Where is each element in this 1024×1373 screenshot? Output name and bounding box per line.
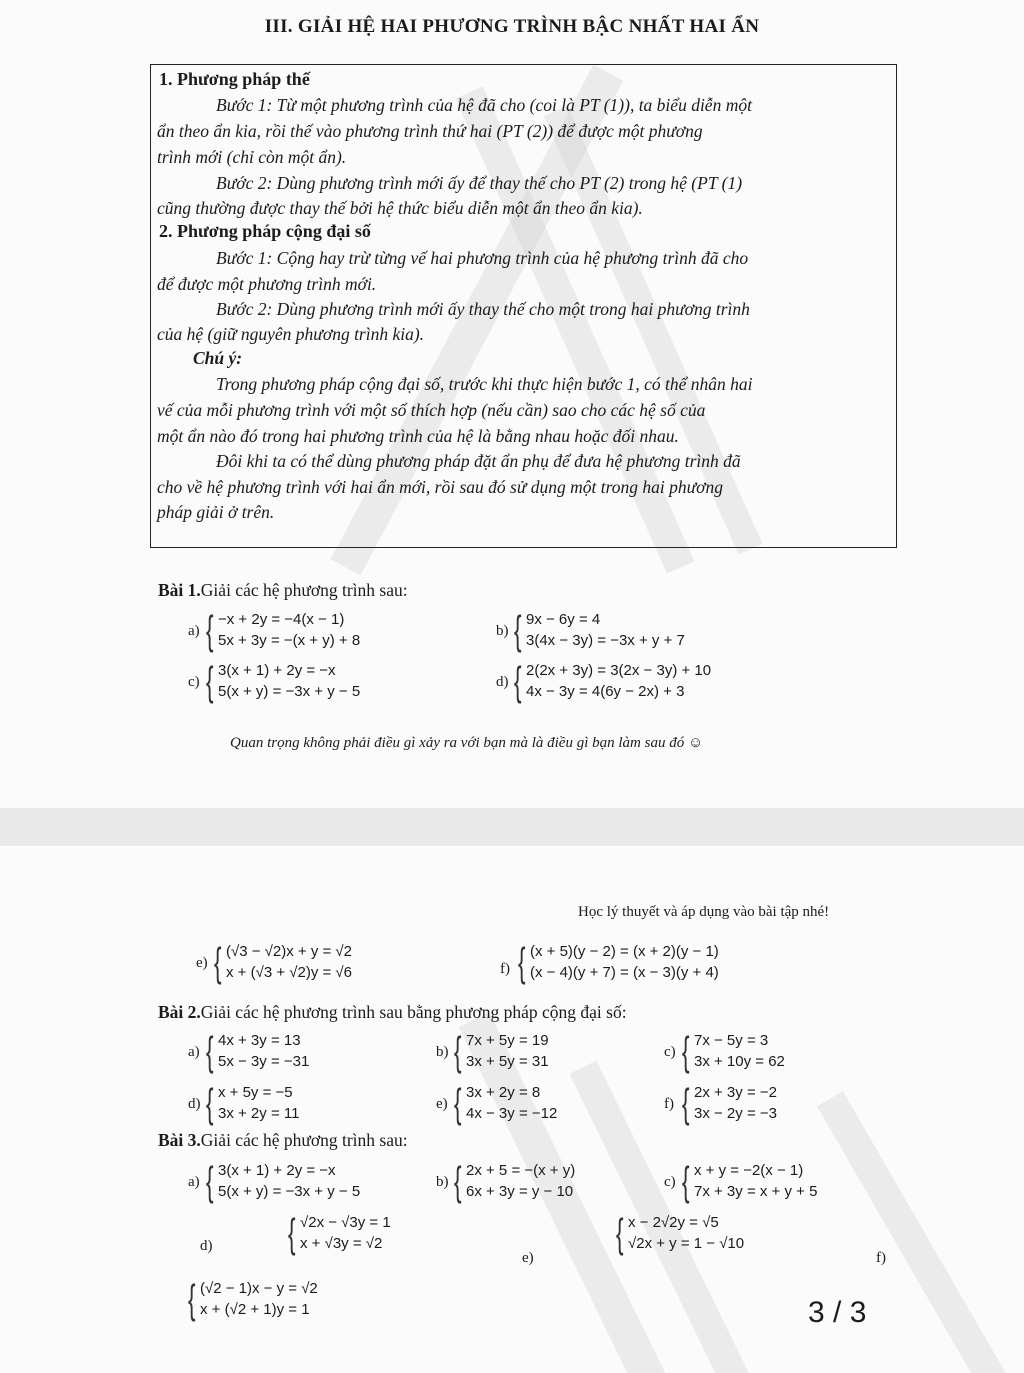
method1-line: ẩn theo ẩn kia, rồi thế vào phương trình thứ hai (PT (2)) để được một phương — [157, 121, 703, 141]
theory-box — [150, 64, 897, 548]
method1-heading: 1. Phương pháp thế — [159, 69, 310, 89]
method1-line: trình mới (chỉ còn một ẩn). — [157, 147, 347, 167]
exercise3-heading: Bài 3.Giải các hệ phương trình sau: — [158, 1130, 408, 1150]
section-title: III. GIẢI HỆ HAI PHƯƠNG TRÌNH BẬC NHẤT HAI ẨN — [264, 16, 760, 37]
exercise2-heading: Bài 2.Giải các hệ phương trình sau bằng phương pháp cộng đại số: — [158, 1002, 627, 1022]
note-line: vế của mỗi phương trình với một số thích hợp (nếu cần) sao cho các hệ số của — [157, 400, 706, 420]
label-3d: d) — [200, 1238, 213, 1254]
page-indicator: 3 / 3 — [808, 1296, 867, 1329]
method2-line: của hệ (giữ nguyên phương trình kia). — [157, 324, 425, 344]
label-3e: e) — [522, 1250, 534, 1266]
header-note: Học lý thuyết và áp dụng vào bài tập nhé! — [578, 904, 830, 920]
document-page-1: III. GIẢI HỆ HAI PHƯƠNG TRÌNH BẬC NHẤT HAI ẨN 1. Phương pháp thế Bước 1: Từ một phương trình của hệ đã cho (coi là PT (1)), ta biểu diễn một ẩn theo ẩn kia, rồi thế vào phương trình thứ hai (PT (2)) để được một phương trình mới (chỉ còn một ẩn). Bước 2: Dùng phương trình mới ấy để thay thế cho PT (2) trong hệ (PT (1) cũng thường được thay thế bởi hệ thức biểu diễn một ẩn theo ẩn kia). 2. Phương pháp cộng đại số Bước 1: Cộng hay trừ từng vế hai phương trình của hệ phương trình đã cho để được một phương trình mới. Bước 2: Dùng phương trình mới ấy thay thế cho một trong hai phương trình của hệ (giữ nguyên phương trình kia). Chú ý: Trong phương pháp cộng đại số, trước khi thực hiện bước 1, có thể nhân hai vế của mỗi phương trình với một số thích hợp (nếu cần) sao cho các hệ số của một ẩn nào đó trong hai phương trình của hệ là bằng nhau hoặc đối nhau. Đôi khi ta có thể dùng phương pháp đặt ẩn phụ để đưa hệ phương trình đã cho về hệ phương trình với hai ẩn mới, rồi sau đó sử dụng một trong hai phương pháp giải ở trên. Bài 1.Giải các hệ phương trình sau: a) { −x + 2y = −4(x − 1) 5x + 3y = −(x + y) + 8 b) { 9x − 6y = 4 3(4x − 3y) = −3x + y + 7 c) { 3(x + 1) + 2y = −x 5(x + y) = −3x + y − 5 d) { 2(2x + 3y) = 3(2x − 3y) + 10 4x − 3y = 4(6y − 2x) + 3 Quan trọng không phải điều gì xảy ra với bạn mà là điều gì bạn làm sau đó ☺ — [0, 0, 1024, 808]
document-page-2: Học lý thuyết và áp dụng vào bài tập nhé! e) { (√3 − √2)x + y = √2 x + (√3 + √2)y = √6 f) { (x + 5)(y − 2) = (x + 2)(y − 1) (x − 4)(y + 7) = (x − 3)(y + 4) Bài 2.Giải các hệ phương trình sau bằng phương pháp cộng đại số: a) { 4x + 3y = 13 5x − 3y = −31 b) { 7x + 5y = 19 3x + 5y = 31 c) { 7x − 5y = 3 3x + 10y = 62 d) { x + 5y = −5 3x + 2y = 11 e) { 3x + 2y = 8 4x − 3y = −12 f) { 2x + 3y = −2 3x − 2y = −3 Bài 3.Giải các hệ phương trình sau: a) { 3(x + 1) + 2y = −x 5(x + y) = −3x + y − 5 b) { 2x + 5 = −(x + y) 6x + 3y = y − 10 c) { x + y = −2(x − 1) 7x + 3y = x + y + 5 d) { √2x − √3y = 1 x + √3y = √2 e) { x − 2√2y = √5 √2x + y = 1 − √10 f) { (√2 − 1)x − y = √2 x + (√2 + 1)y = 1 3 / 3 — [0, 846, 1024, 1373]
exercise1-heading: Bài 1.Giải các hệ phương trình sau: — [158, 580, 408, 600]
method1-line: Bước 2: Dùng phương trình mới ấy để thay thế cho PT (2) trong hệ (PT (1) — [216, 173, 743, 193]
note-line: cho về hệ phương trình với hai ẩn mới, rồi sau đó sử dụng một trong hai phương — [157, 477, 724, 497]
method1-line: cũng thường được thay thế bởi hệ thức biểu diễn một ẩn theo ẩn kia). — [157, 198, 643, 218]
method1-line: Bước 1: Từ một phương trình của hệ đã cho (coi là PT (1)), ta biểu diễn một — [216, 95, 752, 115]
note-line: một ẩn nào đó trong hai phương trình của hệ là bằng nhau hoặc đối nhau. — [157, 426, 679, 446]
watermark-stroke — [817, 1091, 1013, 1373]
note-line: Đôi khi ta có thể dùng phương pháp đặt ẩn phụ để đưa hệ phương trình đã — [216, 451, 741, 471]
label-3f: f) — [876, 1250, 886, 1266]
motivational-quote: Quan trọng không phải điều gì xảy ra với bạn mà là điều gì bạn làm sau đó ☺ — [230, 735, 704, 751]
note-heading: Chú ý: — [193, 348, 243, 368]
method2-line: Bước 2: Dùng phương trình mới ấy thay thế cho một trong hai phương trình — [216, 299, 750, 319]
method2-line: để được một phương trình mới. — [157, 274, 377, 294]
note-line: Trong phương pháp cộng đại số, trước khi thực hiện bước 1, có thể nhân hai — [216, 374, 753, 394]
method2-line: Bước 1: Cộng hay trừ từng vế hai phương trình của hệ phương trình đã cho — [216, 248, 749, 268]
method2-heading: 2. Phương pháp cộng đại số — [159, 221, 371, 241]
note-line: pháp giải ở trên. — [157, 502, 275, 522]
